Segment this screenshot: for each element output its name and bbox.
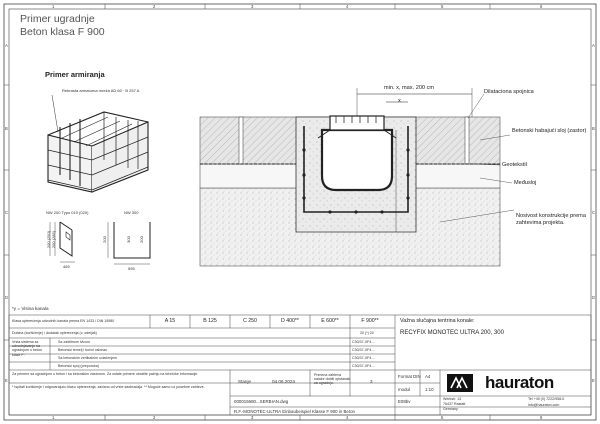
dimension-label: min. x, max. 200 cm	[384, 85, 435, 91]
depth-row-label: Dubina (korišćenje) / dodatak opterećenja (v. odeljak)	[12, 331, 97, 335]
column-number: 1	[52, 415, 55, 420]
nw300-section	[108, 222, 150, 264]
load-class-b125: B 125	[203, 318, 217, 324]
depth-row-value: 20 (*) 20	[360, 331, 374, 335]
dim-label: 595	[128, 266, 135, 271]
column-number: 3	[251, 4, 254, 9]
row-letter: E	[5, 378, 8, 383]
column-number: 2	[153, 415, 156, 420]
load-class-e600: E 600**	[321, 318, 339, 324]
dim-label: 300	[125, 236, 131, 243]
column-number: 4	[346, 415, 349, 420]
row-letter: D	[592, 295, 596, 300]
reinforcement-cage-drawing	[48, 112, 148, 192]
column-number: 6	[540, 4, 543, 9]
format-label: Format DIN	[398, 374, 421, 379]
spec-row-value: C30/37-XF4 ...	[352, 356, 376, 360]
installation-cross-section	[200, 88, 514, 266]
spec-row-value: C30/37-XF4 ...	[352, 364, 376, 368]
label-load-bearing: Nosivost konstrukcije prema zahtevima projekta.	[516, 213, 586, 226]
page-title: Primer ugradnje	[20, 13, 95, 25]
column-number: 2	[153, 4, 156, 9]
load-class-a15: A 15	[164, 318, 176, 324]
spec-row-label: Betonski spoj (preporuka)	[58, 364, 99, 368]
load-class-f900: F 900**	[361, 318, 379, 324]
nw300-label: NW 300	[124, 210, 139, 215]
row-letter: C	[5, 210, 9, 215]
drawing-number: 000015680...SERBIAN.dwg	[234, 399, 289, 404]
load-class-row-label: Klasa opterećenja odvodnih kanala prema EN 1433 / DIN 19580	[12, 319, 115, 323]
footnote: *y = Visina kanala	[12, 306, 49, 311]
status-date: 04.06.2024	[272, 379, 295, 384]
product-intro: Važna slučajna tentrina konale:	[400, 318, 475, 324]
label-expansion-joint: Dilataciona spojnica	[484, 89, 534, 95]
load-class-c250: C 250	[243, 318, 257, 324]
company-address: Germany	[443, 407, 458, 411]
scale-label: modul	[398, 387, 410, 392]
spec-row-label: Sa zaštitnom ivicom	[58, 340, 90, 344]
label-intermediate-layer: Međusloj	[514, 180, 537, 186]
dim-label: 200 (285)	[51, 230, 57, 249]
row-letter: B	[592, 126, 595, 131]
company-address: Werkstr. 13	[443, 397, 462, 401]
load-class-d400: D 400**	[281, 318, 299, 324]
column-number: 3	[251, 415, 254, 420]
product-name: RECYFIX MONOTEC ULTRA 200, 300	[400, 330, 504, 336]
column-number: 4	[346, 4, 349, 9]
mesh-label: Rebrasta armaturna mreža AD 60 · B 257 A	[62, 88, 140, 93]
spec-row-value: C30/37-XF4 ...	[352, 348, 376, 352]
nw200-label: NW 200 Typo 010 (020)	[46, 210, 89, 215]
company-email: info@hauraton.com	[528, 403, 560, 407]
notes-general: Za primere sa ugradnjom u beton i sa betonskim zastorom. Za ostale primere obratite pažnju na tehničke informacije.	[12, 372, 199, 376]
row-letter: A	[592, 43, 595, 48]
dim-label: 200 (250)	[46, 230, 52, 249]
drawing-caption: R.F.-MONOTEC-ULTRA Einbaubeispiel Klasse F 900 in Beton	[234, 409, 355, 414]
row-letter: B	[5, 126, 8, 131]
column-number: 5	[441, 415, 444, 420]
company-address: 76437 Rastatt	[443, 402, 466, 406]
dim-label: 465	[63, 264, 70, 269]
dim-label: 200	[101, 236, 107, 243]
status-label: Stanje	[238, 379, 252, 384]
page-number: 3	[370, 379, 373, 384]
company-logo-text: hauraton	[485, 373, 554, 392]
reinforcement-heading: Primer armiranja	[45, 70, 105, 79]
column-number: 1	[52, 4, 55, 9]
row-letter: D	[5, 295, 9, 300]
column-number: 6	[540, 415, 543, 420]
row-letter: C	[592, 210, 596, 215]
format-value: A4	[425, 374, 431, 379]
spec-row-value: C30/37-XF4 ...	[352, 340, 376, 344]
dim-label: 200	[138, 236, 144, 243]
spec-row-label: Betonski temelj i bočni oslonac	[58, 348, 108, 352]
scale-value: 1:10	[425, 387, 434, 392]
column-number: 5	[441, 4, 444, 9]
label-geotextile: Geotekstil	[502, 162, 527, 168]
approval-note: Primena zahteva nalaže dobiti opstanak za ugradnju.	[314, 373, 350, 386]
x-label: x	[398, 98, 401, 104]
page-subtitle: Beton klasa F 900	[20, 26, 105, 38]
spec-heading: Vrsta sistema za odvodnjavanje sa ugradnjom u beton klase F:	[12, 340, 42, 357]
spec-row-label: Sa betonskim vertikalnim uvlačenjem	[58, 356, 118, 360]
row-letter: A	[5, 43, 8, 48]
hauraton-logo-mark	[447, 374, 473, 392]
sheet-label: E08bv	[398, 399, 411, 404]
notes-load: * Ispitati korišćenje i odgovarajuću klasu opterećenja, zavisno od vrste saobraćaja. ** Moguće samo uz posebne zahteve.	[12, 385, 205, 389]
row-letter: E	[592, 378, 595, 383]
label-wearing-layer: Betonski habajući sloj (zastor)	[512, 128, 587, 134]
company-phone: Tel +49 (0) 7222/958-0	[528, 397, 565, 401]
